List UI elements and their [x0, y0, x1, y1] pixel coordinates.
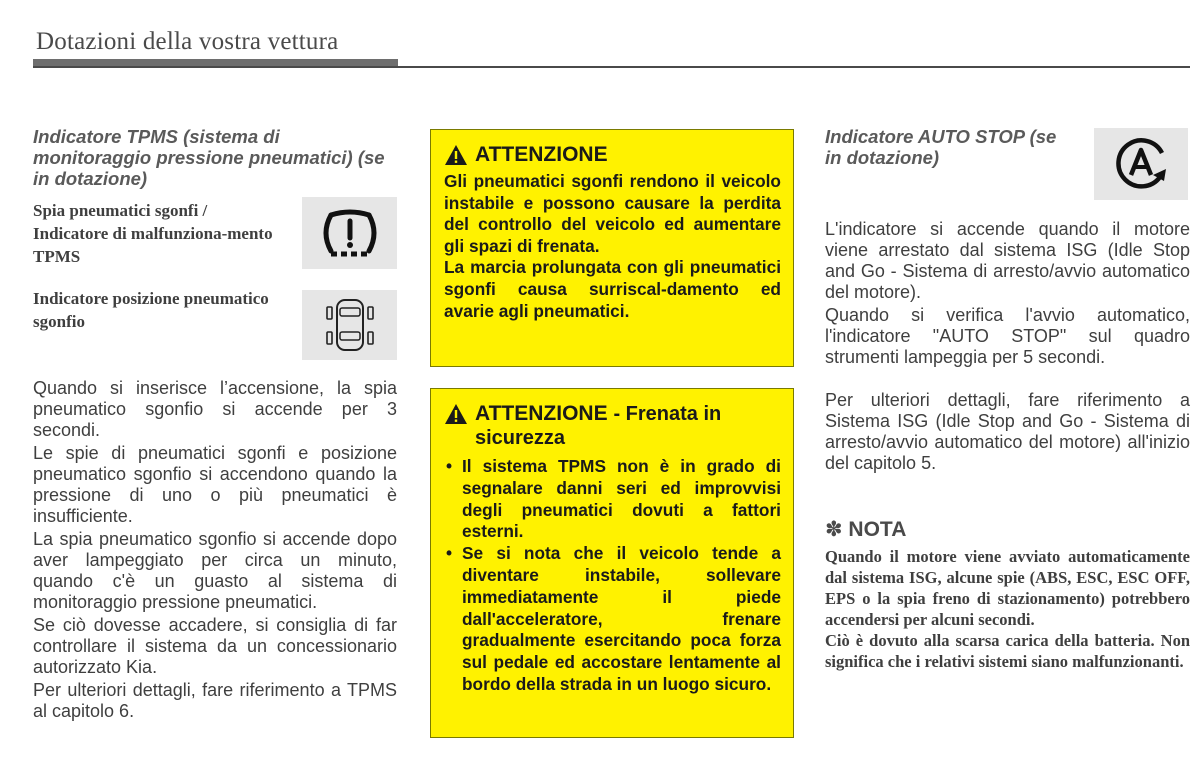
page-title: Dotazioni della vostra vettura	[36, 28, 339, 55]
tpms-warning-icon	[302, 197, 397, 269]
auto-stop-paragraph: Per ulteriori dettagli, fare riferimento a Sistema ISG (Idle Stop and Go - Sistema di arresto/avvio automatico del motore) all'inizio del capitolo 5.	[825, 390, 1190, 473]
warning-paragraph: La marcia prolungata con gli pneumatici sgonfi causa surriscal-damento ed avarie agli pneumatici.	[444, 257, 781, 321]
warning-paragraph: Gli pneumatici sgonfi rendono il veicolo instabile e possono causare la perdita del controllo del veicolo ed aumentare gli spazi di frenata.	[444, 171, 781, 256]
warning-list-item: • Se si nota che il veicolo tende a diventare instabile, sollevare immediatamente il piede dall'acceleratore, frenare gradualmente esercitando poca forza sul pedale ed accostare lentamente al bordo della strada in un luogo sicuro.	[444, 543, 781, 696]
tpms-paragraph: Per ulteriori dettagli, fare riferimento a TPMS al capitolo 6.	[33, 680, 397, 721]
warning-list	[444, 456, 781, 696]
low-pressure-indicator-label: Spia pneumatici sgonfi / Indicatore di malfunziona-mento TPMS	[33, 201, 273, 266]
warning-heading-text: ATTENZIONE	[475, 143, 608, 166]
warning-heading	[444, 143, 781, 167]
warning-heading	[444, 402, 781, 450]
warning-triangle-icon	[444, 403, 468, 425]
note-paragraph: Quando il motore viene avviato automaticamente dal sistema ISG, alcune spie (ABS, ESC, ESC OFF, EPS o la spia freno di stazionamento) potrebbero accendersi per alcuni secondi.	[825, 547, 1190, 629]
warning-triangle-icon	[444, 144, 468, 166]
tpms-paragraph: Se ciò dovesse accadere, si consiglia di far controllare il sistema da un concessionario autorizzato Kia.	[33, 615, 397, 677]
tpms-paragraph: Quando si inserisce l’accensione, la spia pneumatico sgonfio si accende per 3 secondi.	[33, 378, 397, 440]
warning-list-item: • Il sistema TPMS non è in grado di segnalare danni seri ed improvvisi degli pneumatici dovuti a fattori esterni.	[444, 456, 781, 543]
tire-position-indicator-label: Indicatore posizione pneumatico sgonfio	[33, 289, 269, 331]
header-divider	[33, 66, 1190, 68]
tire-position-icon	[302, 290, 397, 360]
warning-subheading-text: - Frenata in sicurezza	[475, 403, 722, 449]
tpms-description	[33, 378, 397, 724]
auto-stop-icon	[1094, 128, 1188, 200]
note-heading: ✽ NOTA	[825, 518, 907, 541]
note-paragraph: Ciò è dovuto alla scarsa carica della batteria. Non significa che i relativi sistemi siano malfunzionanti.	[825, 631, 1190, 671]
warning-box-tires	[430, 129, 794, 367]
auto-stop-section-title: Indicatore AUTO STOP (se in dotazione)	[825, 126, 1057, 168]
note-text	[825, 546, 1190, 672]
tpms-section-title: Indicatore TPMS (sistema di monitoraggio pressione pneumatici) (se in dotazione)	[33, 126, 385, 189]
tpms-paragraph: La spia pneumatico sgonfio si accende dopo aver lampeggiato per circa un minuto, quando c'è un guasto al sistema di monitoraggio pressione pneumatici.	[33, 529, 397, 612]
auto-stop-paragraph: Quando si verifica l'avvio automatico, l'indicatore "AUTO STOP" sul quadro strumenti lampeggia per 5 secondi.	[825, 305, 1190, 367]
warning-heading-text: ATTENZIONE	[475, 402, 608, 425]
tpms-paragraph: Le spie di pneumatici sgonfi e posizione pneumatico sgonfio si accendono quando la pressione di uno o più pneumatici è insufficiente.	[33, 443, 397, 526]
warning-box-braking	[430, 388, 794, 738]
auto-stop-paragraph: L'indicatore si accende quando il motore viene arrestato dal sistema ISG (Idle Stop and Go - Sistema di arresto/avvio automatico del motore).	[825, 219, 1190, 302]
auto-stop-description	[825, 219, 1190, 476]
